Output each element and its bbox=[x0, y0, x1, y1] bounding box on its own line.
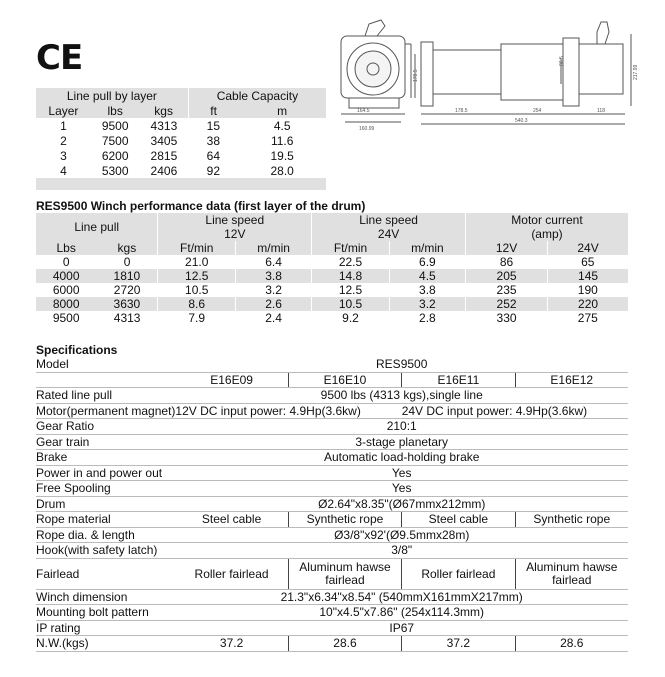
spec-value: Steel cable bbox=[175, 512, 288, 528]
column-header: m/min bbox=[389, 241, 465, 255]
spec-value: Aluminum hawse fairlead bbox=[515, 558, 628, 589]
cell: 220 bbox=[548, 297, 628, 311]
spec-value: 28.6 bbox=[288, 636, 401, 652]
group-header-line-pull: Line pull by layer bbox=[36, 88, 188, 103]
spec-value: Ø2.64"x8.35"(Ø67mmx212mm) bbox=[175, 496, 628, 512]
column-header: Ft/min bbox=[158, 241, 236, 255]
cell: 3.8 bbox=[236, 269, 312, 283]
spec-value: 210:1 bbox=[175, 419, 628, 435]
table-row bbox=[36, 118, 326, 133]
cell: 235 bbox=[496, 283, 517, 297]
side-view-drum bbox=[501, 44, 563, 100]
cell: 0 bbox=[123, 255, 131, 269]
dim-label: 178.5 bbox=[455, 108, 468, 114]
table-row bbox=[36, 133, 326, 148]
variant: E16E11 bbox=[402, 372, 515, 388]
column-header: ft bbox=[188, 103, 238, 118]
group-header-cable-capacity: Cable Capacity bbox=[188, 88, 326, 103]
cell: 3630 bbox=[113, 297, 141, 311]
cell: 3 bbox=[60, 148, 67, 163]
dim-label: 164.5 bbox=[357, 108, 370, 114]
spec-label: Brake bbox=[36, 450, 175, 466]
cell: 252 bbox=[465, 297, 547, 311]
cell: 4313 bbox=[113, 311, 141, 325]
spec-value-motor-24v: 24V DC input power: 4.9Hp(3.6kw) bbox=[402, 403, 628, 419]
header-speed-12v: Line speed bbox=[158, 213, 312, 227]
cell: 2815 bbox=[150, 148, 178, 163]
cell: 22.5 bbox=[338, 255, 363, 269]
performance-title: RES9500 Winch performance data (first layer of the drum) bbox=[36, 199, 366, 213]
spec-label: Gear Ratio bbox=[36, 419, 175, 435]
spec-value: Synthetic rope bbox=[288, 512, 401, 528]
spec-value: Roller fairlead bbox=[175, 558, 288, 589]
spec-label: Winch dimension bbox=[36, 589, 175, 605]
header-speed-24v: Line speed bbox=[312, 213, 466, 227]
column-header: m/min bbox=[236, 241, 312, 255]
table-row bbox=[36, 148, 326, 163]
table-row bbox=[36, 255, 628, 269]
spec-value: 10"x4.5"x7.86" (254x114.3mm) bbox=[175, 605, 628, 621]
spec-value-model: RES9500 bbox=[175, 357, 628, 372]
spec-label: Motor(permanent magnet) bbox=[36, 403, 176, 418]
header-amp: (amp) bbox=[465, 227, 628, 241]
cell: 12.5 bbox=[158, 269, 236, 283]
side-view-gearbox bbox=[579, 44, 623, 94]
cell: 7500 bbox=[101, 133, 129, 148]
table-row bbox=[36, 163, 326, 178]
spec-label: N.W.(kgs) bbox=[36, 636, 175, 652]
cell: 3.2 bbox=[265, 283, 282, 297]
cell: 14.8 bbox=[312, 269, 390, 283]
cell: 205 bbox=[465, 269, 547, 283]
cell: 6000 bbox=[52, 283, 80, 297]
spec-label: Model bbox=[36, 357, 175, 372]
variant: E16E09 bbox=[175, 372, 288, 388]
spec-value: Steel cable bbox=[402, 512, 515, 528]
cell: 8.6 bbox=[158, 297, 236, 311]
cell: 2406 bbox=[150, 163, 178, 178]
column-header: Ft/min bbox=[312, 241, 390, 255]
column-header: 12V bbox=[465, 241, 547, 255]
spec-value: 3-stage planetary bbox=[175, 434, 628, 450]
side-view-motor bbox=[433, 50, 501, 94]
cell: 9.2 bbox=[342, 311, 359, 325]
spec-label: Mounting bolt pattern bbox=[36, 605, 175, 621]
performance-table bbox=[36, 213, 628, 325]
column-header: kgs bbox=[154, 103, 173, 118]
spec-label: Rope material bbox=[36, 512, 175, 528]
specifications-table bbox=[36, 357, 628, 652]
cell: 92 bbox=[206, 163, 220, 178]
cell: 64 bbox=[206, 148, 220, 163]
cell: 2.4 bbox=[265, 311, 282, 325]
spec-value: 9500 lbs (4313 kgs),single line bbox=[175, 388, 628, 404]
dim-label: 160.99 bbox=[359, 126, 375, 132]
table-row bbox=[36, 297, 628, 311]
variant: E16E12 bbox=[515, 372, 628, 388]
cell: 10.5 bbox=[312, 297, 390, 311]
dim-label: 217.99 bbox=[633, 64, 639, 80]
cell: 19.5 bbox=[270, 148, 294, 163]
cell: 4.5 bbox=[389, 269, 465, 283]
cell: 65 bbox=[581, 255, 595, 269]
spec-value: Ø3/8"x92'(Ø9.5mmx28m) bbox=[175, 527, 628, 543]
table-row bbox=[36, 311, 628, 325]
cell: 330 bbox=[496, 311, 517, 325]
spec-value: Yes bbox=[175, 481, 628, 497]
spec-label: IP rating bbox=[36, 620, 175, 636]
spec-value: 21.3"x6.34"x8.54" (540mmX161mmX217mm) bbox=[175, 589, 628, 605]
dim-label: 254 bbox=[533, 108, 542, 114]
spec-value: Synthetic rope bbox=[515, 512, 628, 528]
spec-value: Yes bbox=[175, 465, 628, 481]
cell: 12.5 bbox=[338, 283, 363, 297]
cell: 2720 bbox=[113, 283, 141, 297]
cell: 4313 bbox=[150, 118, 178, 133]
spec-value: 37.2 bbox=[175, 636, 288, 652]
column-header: 24V bbox=[548, 241, 628, 255]
cell: 3405 bbox=[150, 133, 178, 148]
cell: 11.6 bbox=[270, 133, 294, 148]
header-24v: 24V bbox=[312, 227, 466, 241]
specifications-title: Specifications bbox=[36, 343, 118, 357]
column-header: Lbs bbox=[56, 241, 76, 255]
cell: 3.2 bbox=[389, 297, 465, 311]
table-row bbox=[36, 283, 628, 297]
table-footer-band bbox=[36, 178, 326, 190]
column-header: lbs bbox=[107, 103, 123, 118]
cell: 86 bbox=[499, 255, 514, 269]
header-12v: 12V bbox=[158, 227, 312, 241]
column-header: Layer bbox=[48, 103, 79, 118]
spec-value: Automatic load-holding brake bbox=[175, 450, 628, 466]
ce-mark: CE bbox=[36, 38, 83, 78]
cell: 4 bbox=[60, 163, 67, 178]
cell: 145 bbox=[548, 269, 628, 283]
cell: 4.5 bbox=[273, 118, 291, 133]
spec-value-motor-12v: 12V DC input power: 4.9Hp(3.6kw) bbox=[175, 403, 401, 419]
spec-value: 28.6 bbox=[515, 636, 628, 652]
cell: 2 bbox=[60, 133, 67, 148]
cell: 0 bbox=[62, 255, 70, 269]
spec-label: Drum bbox=[36, 496, 175, 512]
cell: 8000 bbox=[52, 297, 80, 311]
cell: 6.9 bbox=[419, 255, 436, 269]
cell: 4000 bbox=[52, 269, 80, 283]
dim-label: 86.5 bbox=[559, 56, 565, 66]
cell: 190 bbox=[577, 283, 598, 297]
cell: 1810 bbox=[113, 269, 141, 283]
line-pull-table bbox=[36, 88, 326, 190]
dim-label: 178.5 bbox=[413, 69, 419, 82]
cell: 275 bbox=[577, 311, 598, 325]
spec-label: Rope dia. & length bbox=[36, 527, 175, 543]
cell: 1 bbox=[60, 118, 67, 133]
spec-value: 3/8" bbox=[175, 543, 628, 559]
spec-value: IP67 bbox=[175, 620, 628, 636]
side-view-end-plate bbox=[421, 42, 433, 106]
cell: 21.0 bbox=[185, 255, 209, 269]
column-header: kgs bbox=[117, 241, 137, 255]
spec-label: Free Spooling bbox=[36, 481, 175, 497]
dim-label: 540.3 bbox=[515, 118, 528, 124]
cell: 5300 bbox=[101, 163, 129, 178]
cell: 3.8 bbox=[419, 283, 436, 297]
cell: 15 bbox=[206, 118, 220, 133]
header-motor-current: Motor current bbox=[465, 213, 628, 227]
table-row bbox=[36, 269, 628, 283]
cell: 7.9 bbox=[188, 311, 206, 325]
cell: 6200 bbox=[101, 148, 129, 163]
winch-drawing bbox=[335, 14, 645, 134]
spec-label: Gear train bbox=[36, 434, 175, 450]
cell: 10.5 bbox=[185, 283, 209, 297]
cell: 9500 bbox=[52, 311, 80, 325]
cell: 28.0 bbox=[270, 163, 294, 178]
spec-value: Roller fairlead bbox=[402, 558, 515, 589]
column-header: m bbox=[277, 103, 288, 118]
dim-label: 118 bbox=[597, 108, 605, 114]
spec-value: 37.2 bbox=[402, 636, 515, 652]
spec-label: Hook(with safety latch) bbox=[36, 543, 175, 559]
cell: 38 bbox=[206, 133, 220, 148]
cell: 2.6 bbox=[236, 297, 312, 311]
spec-label: Fairlead bbox=[36, 558, 175, 589]
spec-label: Power in and power out bbox=[36, 465, 175, 481]
spec-label: Rated line pull bbox=[36, 388, 175, 404]
header-line-pull: Line pull bbox=[74, 220, 120, 234]
cell: 9500 bbox=[101, 118, 129, 133]
variant: E16E10 bbox=[288, 372, 401, 388]
cell: 2.8 bbox=[419, 311, 436, 325]
spec-value: Aluminum hawse fairlead bbox=[288, 558, 401, 589]
cell: 6.4 bbox=[265, 255, 282, 269]
